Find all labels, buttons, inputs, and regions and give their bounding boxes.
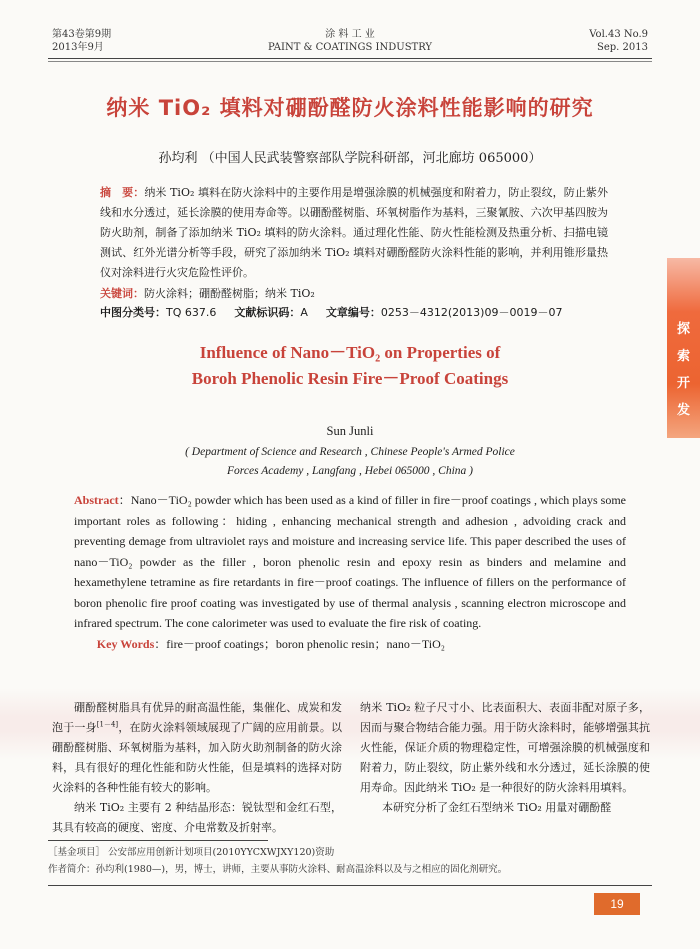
side-tab-char-3: 开 [676, 376, 690, 391]
doc-code-label: 文献标识码： [234, 306, 301, 319]
body-paragraph-3: 纳米 TiO₂ 粒子尺寸小、比表面积大、表面非配对原子多，因而与聚合物结合能力强。用于防火涂料时，能够增强其抗火性能，保证介质的物理稳定性，可增强涂膜的机械强度和附着力，防止裂纹，防止紫外线和水分透过，延长涂膜的使用寿命。因此纳米 TiO₂ 是一种很好的防火涂料用填料。 [360, 701, 650, 794]
affiliation-en [0, 443, 700, 481]
body-paragraph-1: 硼酚醛树脂具有优异的耐高温性能，集催化、成炭和发泡于一身[1－4]，在防火涂料领域展现了广阔的应用前景。以硼酚醛树脂、环氧树脂为基料，加入防火助剂制备的防火涂料，具有很好的理化性能和防火性能，但是填料的选择对防火涂料的各种性能有较大的影响。 [52, 701, 343, 794]
body-paragraph-2: 纳米 TiO₂ 主要有 2 种结晶形态：锐钛型和金红石型，其具有较高的硬度、密度、介电常数及折射率。 [52, 801, 342, 834]
abstract-cn [100, 183, 608, 283]
date-en: Sep. 2013 [597, 42, 648, 53]
title-en-line1: Influence of Nano－TiO₂ on Properties of [199, 343, 501, 362]
footnote-author: 作者简介：孙均利(1980—)，男，博士，讲师，主要从事防火涂料、耐高温涂料以及与之相应的固化剂研究。 [48, 864, 508, 875]
footnote-rule [48, 840, 268, 841]
keywords-en-text: ：fire－proof coatings；boron phenolic resin；nano－TiO₂ [154, 636, 445, 651]
affiliation-en-line2: Forces Academy , Langfang , Hebei 065000 , China ) [227, 465, 473, 477]
title-en-line2: Boroh Phenolic Resin Fire－Proof Coatings [191, 369, 509, 388]
keywords-cn [100, 284, 608, 304]
keywords-cn-label: 关键词： [100, 287, 144, 300]
author-en: Sun Junli [326, 424, 374, 438]
abstract-en-label: Abstract [74, 493, 119, 507]
body-column-right [360, 698, 650, 818]
doc-code-value: A [300, 306, 308, 319]
date-cn: 2013年9月 [52, 42, 104, 53]
footer-rule [48, 885, 652, 886]
abstract-en-text: ：Nano－TiO₂ powder which has been used as a kind of filler in fire－proof coatings , which plays some important roles as following：hiding , enhancing mechanical strength and adhesion , advoiding crack and preventing demage from ultraviolet rays and moisture and increasing service life. This paper described the uses of nano－TiO₂ powder as the filler , boron phenolic resin and epoxy resin as binders and melamine and hexamethylene tetramine as fire retardants in fire－proof coatings. The influence of fillers on the performance of boron phenolic fire proof coating was investigated by use of thermal analysis , scanning electron microscope and infrared spectrum. The cone calorimeter was used to evaluate the fire risk of coating. [74, 493, 626, 630]
citation-ref: [1－4] [96, 720, 119, 729]
title-cn: 纳米 TiO₂ 填料对硼酚醛防火涂料性能影响的研究 [106, 96, 594, 120]
article-no-value: 0253－4312(2013)09－0019－07 [380, 306, 563, 319]
page-number: 19 [594, 893, 640, 915]
side-tab-char-2: 索 [676, 349, 690, 364]
header-rule-thin [48, 61, 652, 62]
keywords-en-label: Key Words [96, 636, 155, 651]
abstract-cn-text: 纳米 TiO₂ 填料在防火涂料中的主要作用是增强涂膜的机械强度和附着力，防止裂纹，防止紫外线和水分透过，延长涂膜的使用寿命等。以硼酚醛树脂、环氧树脂作为基料，三聚氰胺、六次甲基四胺为防火助剂，制备了添加纳米 TiO₂ 填料的防火涂料。通过理化性能、防火性能检测及热重分析、扫描电镜测试、红外光谱分析等手段，研究了添加纳米 TiO₂ 填料对硼酚醛防火涂料性能的影响，并利用锥形量热仪对涂料进行火灾危险性评价。 [100, 186, 608, 279]
section-side-tab [667, 258, 700, 438]
affiliation-en-line1: ( Department of Science and Research , Chinese People's Armed Police [185, 446, 515, 458]
abstract-cn-label: 摘 要： [100, 186, 145, 199]
article-no-label: 文章编号： [325, 306, 381, 319]
abstract-en [74, 490, 626, 654]
classification-line [100, 303, 608, 323]
journal-en: PAINT & COATINGS INDUSTRY [267, 42, 433, 53]
issue-cn: 第43卷第9期 [52, 29, 112, 40]
keywords-en [74, 634, 626, 655]
side-tab-char-4: 发 [676, 403, 690, 418]
keywords-cn-text: 防火涂料；硼酚醛树脂；纳米 TiO₂ [144, 287, 315, 300]
body-paragraph-4: 本研究分析了金红石型纳米 TiO₂ 用量对硼酚醛 [382, 801, 612, 814]
clc-label: 中图分类号： [100, 306, 166, 319]
header-right [589, 28, 648, 54]
header-rule [48, 58, 652, 59]
journal-cn: 涂 料 工 业 [325, 29, 375, 40]
title-en [0, 340, 700, 392]
body-column-left [52, 698, 342, 838]
author-cn: 孙均利 （中国人民武装警察部队学院科研部，河北廊坊 065000） [158, 151, 542, 166]
side-tab-char-1: 探 [676, 322, 690, 337]
volume-en: Vol.43 No.9 [589, 29, 648, 40]
clc-value: TQ 637.6 [166, 306, 217, 319]
footnote-fund: ［基金项目］ 公安部应用创新计划项目(2010YYCXWJXY120)资助 [48, 847, 335, 858]
